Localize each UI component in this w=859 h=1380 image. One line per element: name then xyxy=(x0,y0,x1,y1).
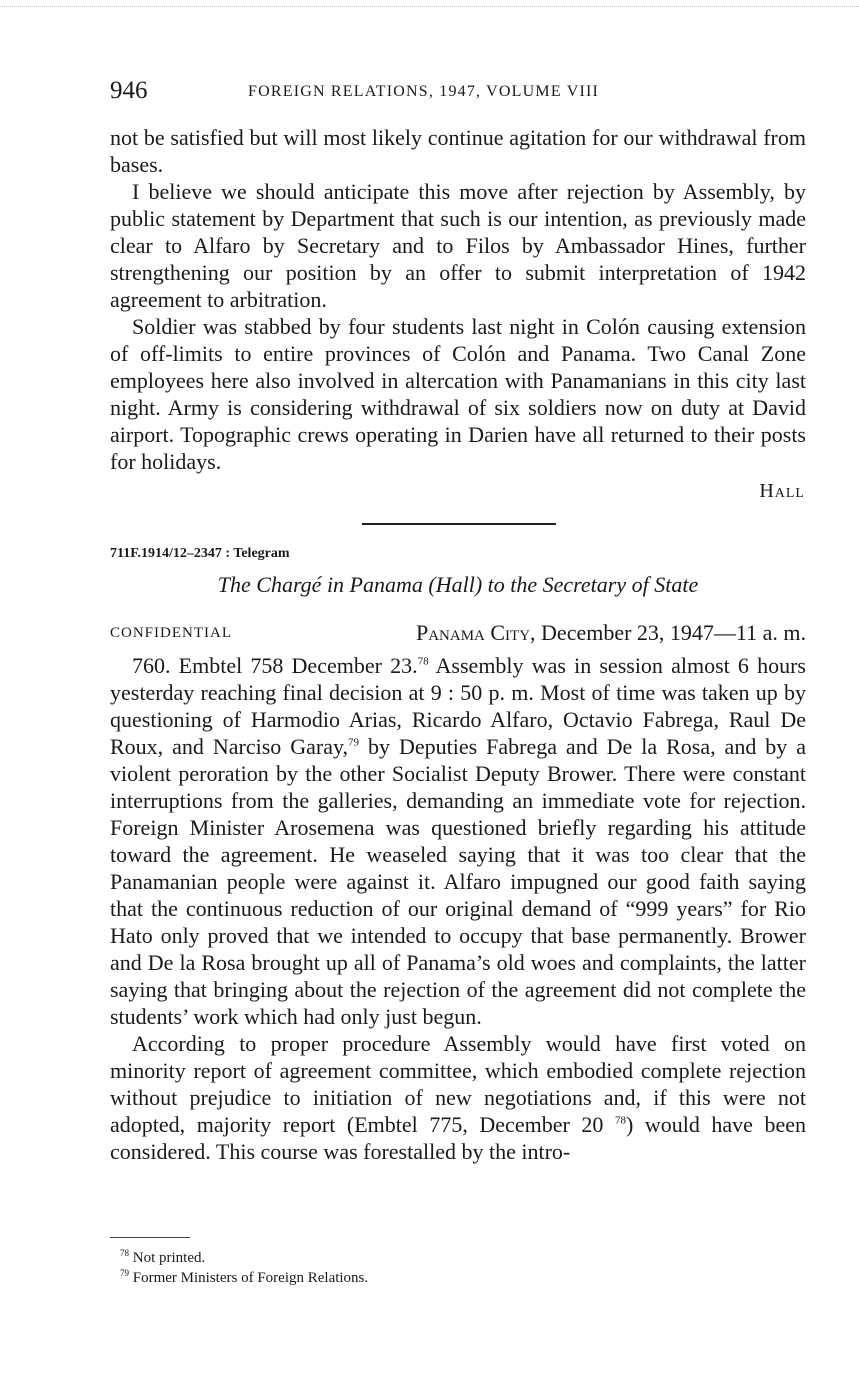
telegram-p1-part-a: 760. Embtel 758 December 23. xyxy=(132,653,418,678)
footnote-text: Not printed. xyxy=(132,1250,206,1266)
telegram-p2-part-b: ) would have been considered. This course was forestalled by the intro- xyxy=(110,1112,807,1164)
continuation-text xyxy=(110,124,806,475)
dateline-date: , December 23, 1947—11 a. m. xyxy=(530,620,806,645)
footnote-text: Former Ministers of Foreign Relations. xyxy=(132,1270,369,1286)
dateline-place: Panama City xyxy=(415,620,531,645)
file-reference: 711F.1914/12–2347 : Telegram xyxy=(110,546,290,561)
footnote-mark: 78 xyxy=(120,1248,129,1258)
page-header xyxy=(110,76,805,106)
dateline xyxy=(416,620,806,646)
footnote-rule xyxy=(110,1237,190,1238)
telegram-p2-part-a: According to proper procedure Assembly would have first voted on minority report of agreement committee, which embodied complete rejection without prejudice to initiation of new negotiations and, if this were not adopted, majority report (Embtel 775, December 20 xyxy=(110,1031,806,1137)
telegram-paragraph-2 xyxy=(110,1030,806,1165)
scan-edge-rule xyxy=(0,6,859,7)
continuation-paragraph-2: I believe we should anticipate this move after rejection by Assembly, by public statement by Department that such is our intention, as previously made clear to Alfaro by Secretary and to Filos by Ambassador Hines, further strengthening our position by an offer to submit interpretation of 1942 agreement to arbitration. xyxy=(110,179,806,312)
footnote-ref-78-second: 78 xyxy=(614,1114,626,1127)
footnote-79 xyxy=(120,1268,368,1288)
document-title: The Chargé in Panama (Hall) to the Secretary of State xyxy=(217,572,699,597)
footnote-mark: 79 xyxy=(120,1268,129,1278)
footnote-78 xyxy=(120,1248,368,1268)
telegram-body xyxy=(110,652,806,1165)
continuation-paragraph-1: not be satisfied but will most likely continue agitation for our withdrawal from bases. xyxy=(110,125,806,177)
footnote-ref-79: 79 xyxy=(348,736,360,749)
page-number: 946 xyxy=(110,77,148,104)
telegram-paragraph-1 xyxy=(110,652,806,1030)
running-head: FOREIGN RELATIONS, 1947, VOLUME VIII xyxy=(248,83,600,100)
signature: Hall xyxy=(759,480,805,502)
footnote-ref-78: 78 xyxy=(417,655,429,668)
telegram-p1-part-b: Assembly was in session almost 6 hours yesterday reaching final decision at 9 : 50 p. m. Most of time was taken up by questioning of Harmodio Arias, Ricardo Alfaro, Octavio Fabrega, Raul De Roux, and Narciso Garay, xyxy=(110,653,806,759)
telegram-p1-part-c: by Deputies Fabrega and De la Rosa, and by a violent peroration by the other Socialist Deputy Brower. There were constant interruptions from the galleries, demanding an immediate vote for rejection. Foreign Minister Arosemena was questioned briefly regarding his attitude toward the agreement. He weaseled saying that it was too clear that the Panamanian people were against it. Alfaro impugned our good faith saying that the continuous reduction of our original demand of “999 years” for Rio Hato only proved that we intended to occupy that base permanently. Brower and De la Rosa brought up all of Panama’s old woes and complaints, the latter saying that bringing about the rejection of the agreement did not complete the students’ work which had only just begun. xyxy=(110,734,806,1029)
footnotes xyxy=(120,1248,368,1288)
continuation-paragraph-3: Soldier was stabbed by four students last night in Colón causing extension of off-limits to entire provinces of Colón and Panama. Two Canal Zone employees here also involved in altercation with Panamanians in this city last night. Army is considering withdrawal of six soldiers now on duty at David airport. Topographic crews operating in Darien have all returned to their posts for holidays. xyxy=(110,314,806,474)
classification-label: CONFIDENTIAL xyxy=(110,625,232,641)
dateline-row xyxy=(110,620,806,648)
section-divider xyxy=(362,523,556,525)
